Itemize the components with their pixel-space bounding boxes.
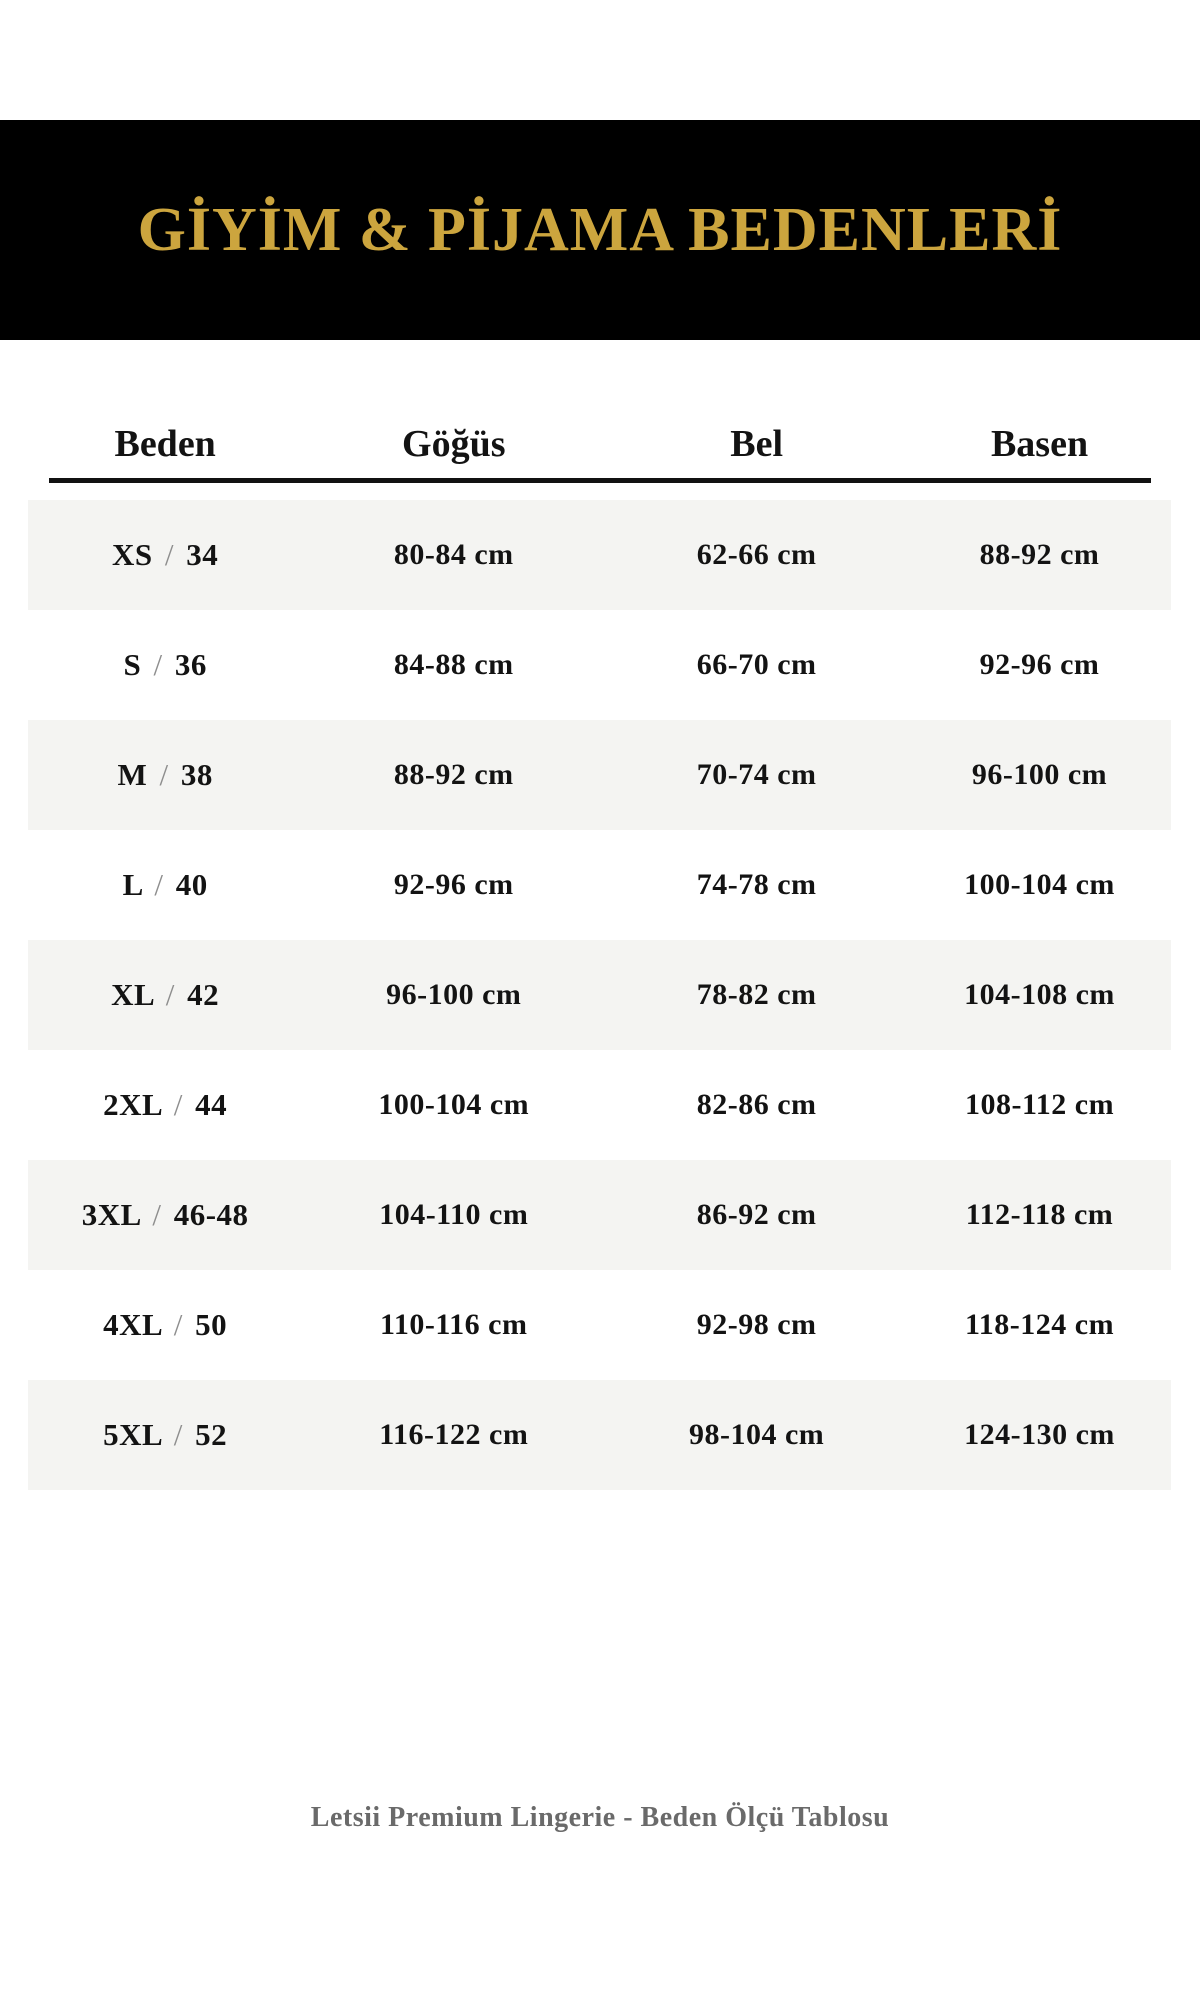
- size-label: 2XL: [103, 1087, 162, 1122]
- table-row: [28, 610, 1171, 720]
- chest-cell: 92-96 cm: [393, 868, 514, 901]
- chest-cell: 96-100 cm: [386, 978, 522, 1011]
- size-code: 46-48: [173, 1197, 249, 1232]
- size-separator: /: [165, 977, 175, 1012]
- hip-cell: 118-124 cm: [964, 1308, 1115, 1341]
- size-label: 3XL: [81, 1197, 141, 1232]
- size-label: XS: [112, 537, 153, 572]
- size-separator: /: [173, 1307, 183, 1342]
- size-code: 52: [195, 1417, 228, 1452]
- table-row: [28, 1160, 1171, 1270]
- waist-cell: 78-82 cm: [696, 978, 817, 1011]
- hip-cell: 112-118 cm: [965, 1198, 1114, 1231]
- table-row: [28, 1270, 1171, 1380]
- waist-cell: 92-98 cm: [696, 1308, 817, 1341]
- size-separator: /: [152, 1197, 162, 1232]
- table-row: [28, 500, 1171, 610]
- chest-cell: 88-92 cm: [393, 758, 514, 791]
- size-label: S: [123, 647, 142, 682]
- size-separator: /: [164, 537, 175, 572]
- size-code: 36: [174, 647, 207, 682]
- size-label: 4XL: [103, 1307, 162, 1342]
- waist-cell: 66-70 cm: [696, 648, 817, 681]
- column-header-hip: Basen: [990, 423, 1089, 465]
- table-row: [28, 830, 1171, 940]
- size-code: 44: [195, 1087, 228, 1122]
- size-cell: [28, 537, 302, 573]
- hip-cell: 92-96 cm: [979, 648, 1100, 681]
- chest-cell: 116-122 cm: [379, 1418, 529, 1451]
- table-row: [28, 720, 1171, 830]
- size-separator: /: [159, 757, 169, 792]
- size-cell: [28, 757, 302, 793]
- hip-cell: 96-100 cm: [971, 758, 1108, 791]
- size-cell: [28, 1307, 302, 1343]
- size-code: 40: [175, 867, 208, 902]
- table-row: [28, 1380, 1171, 1490]
- waist-cell: 86-92 cm: [696, 1198, 817, 1231]
- waist-cell: 74-78 cm: [696, 868, 817, 901]
- hip-cell: 104-108 cm: [964, 978, 1115, 1011]
- table-row: [28, 1050, 1171, 1160]
- size-cell: [28, 977, 302, 1013]
- page-title: GİYİM & PİJAMA BEDENLERİ: [137, 195, 1063, 264]
- size-code: 42: [187, 977, 220, 1012]
- footer-caption: Letsii Premium Lingerie - Beden Ölçü Tablosu: [310, 1802, 890, 1833]
- size-separator: /: [173, 1417, 183, 1452]
- chest-cell: 104-110 cm: [379, 1198, 529, 1231]
- column-header-waist: Bel: [730, 423, 784, 465]
- hip-cell: 124-130 cm: [964, 1418, 1115, 1451]
- column-header-size: Beden: [114, 423, 216, 465]
- waist-cell: 98-104 cm: [689, 1418, 825, 1451]
- size-code: 50: [195, 1307, 228, 1342]
- table-header-row: [28, 340, 1171, 478]
- size-cell: [28, 647, 302, 683]
- size-table: [28, 340, 1171, 1490]
- size-cell: [28, 1087, 302, 1123]
- hip-cell: 108-112 cm: [964, 1088, 1115, 1121]
- footer: [0, 1802, 1200, 1834]
- size-cell: [28, 1417, 302, 1453]
- size-label: 5XL: [103, 1417, 162, 1452]
- waist-cell: 70-74 cm: [696, 758, 817, 791]
- hip-cell: 100-104 cm: [964, 868, 1115, 901]
- size-cell: [28, 867, 302, 903]
- size-separator: /: [153, 647, 163, 682]
- size-separator: /: [154, 867, 164, 902]
- chest-cell: 110-116 cm: [380, 1308, 528, 1341]
- table-row: [28, 940, 1171, 1050]
- size-label: XL: [111, 977, 154, 1012]
- hip-cell: 88-92 cm: [979, 538, 1100, 571]
- chest-cell: 80-84 cm: [393, 538, 514, 571]
- waist-cell: 62-66 cm: [696, 538, 817, 571]
- chest-cell: 84-88 cm: [393, 648, 514, 681]
- column-header-chest: Göğüs: [402, 423, 506, 465]
- size-code: 34: [186, 537, 219, 572]
- size-separator: /: [173, 1087, 183, 1122]
- table-body: [28, 500, 1171, 1490]
- size-label: L: [122, 867, 143, 902]
- size-label: M: [117, 757, 148, 792]
- size-code: 38: [180, 757, 213, 792]
- header-divider: [49, 478, 1151, 483]
- waist-cell: 82-86 cm: [696, 1088, 817, 1121]
- title-banner: [0, 120, 1200, 340]
- chest-cell: 100-104 cm: [378, 1088, 530, 1121]
- size-cell: [28, 1197, 302, 1233]
